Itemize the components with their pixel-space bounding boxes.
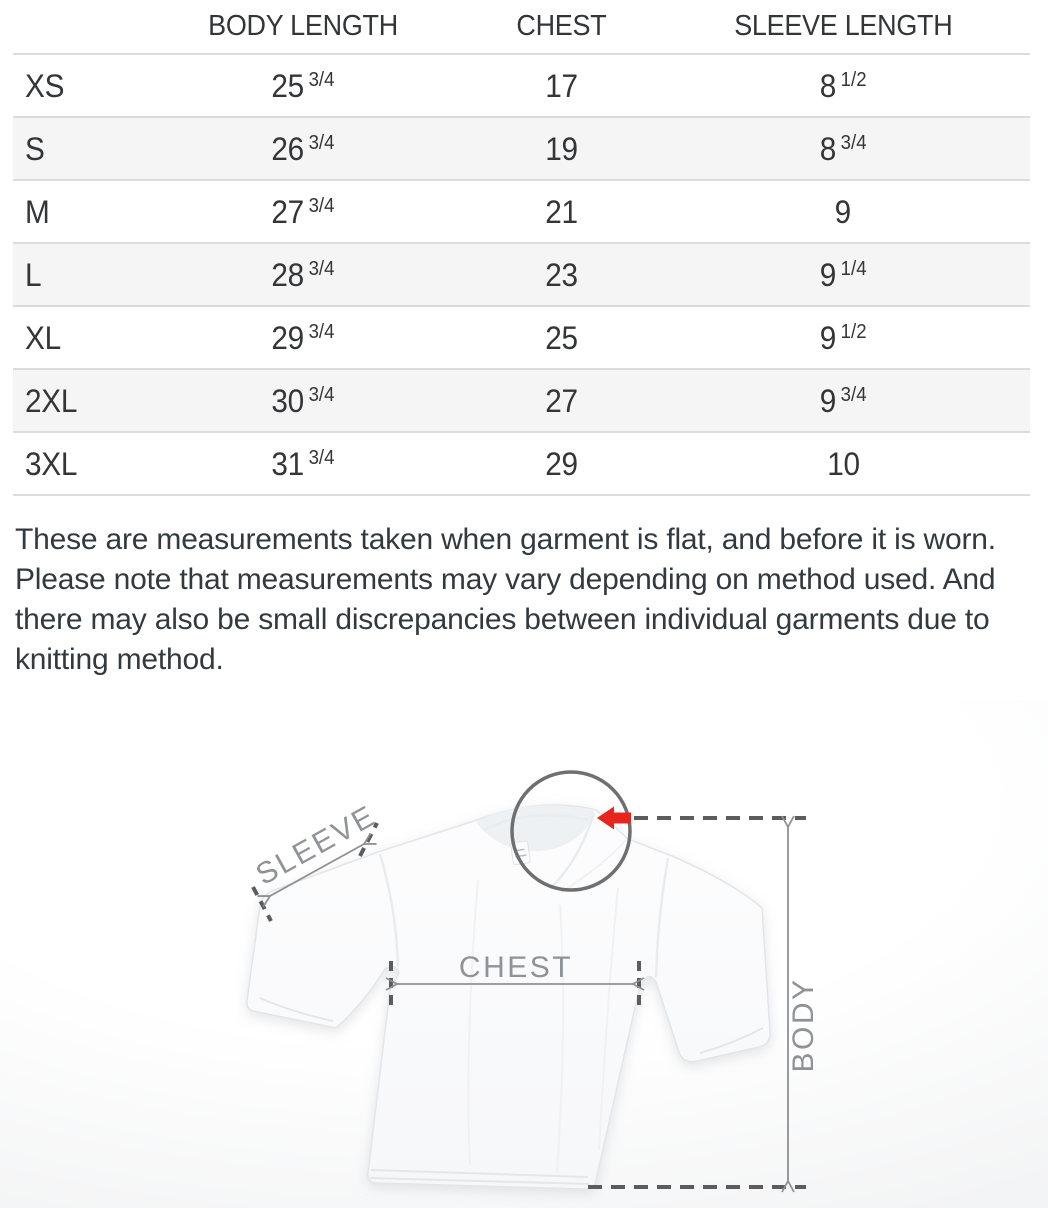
header-body-length: BODY LENGTH: [208, 10, 398, 42]
size-row-xl: [13, 305, 1030, 368]
size-row-s: [13, 116, 1030, 179]
sleeve-length-value: 10: [826, 445, 860, 482]
size-row-l: [13, 242, 1030, 305]
body-length-value: 31 $^{3/4}$: [271, 445, 335, 482]
body-label: BODY: [787, 977, 820, 1073]
body-length-value: 30 $^{3/4}$: [271, 382, 335, 419]
size-label: M: [25, 193, 50, 230]
sleeve-length-value: 9: [834, 193, 852, 230]
sleeve-length-value: 9 $^{1/2}$: [819, 319, 867, 356]
size-label: S: [25, 130, 45, 167]
size-chart-table: [13, 0, 1030, 496]
sleeve-label: SLEEVE: [250, 799, 382, 892]
size-row-2xl: [13, 368, 1030, 431]
chest-label: CHEST: [458, 951, 574, 984]
measurement-note: These are measurements taken when garment is flat, and before it is worn. Please note that measurements may vary depending on method used. And there may also be small discrepancies between individual garments due to knitting method.: [15, 523, 996, 676]
sleeve-length-value: 9 $^{1/4}$: [819, 256, 867, 293]
chest-value: 17: [544, 67, 578, 104]
sleeve-length-value: 8 $^{1/2}$: [819, 67, 867, 104]
chest-value: 21: [544, 193, 578, 230]
size-row-3xl: [13, 431, 1030, 496]
chest-value: 19: [544, 130, 578, 167]
body-length-value: 28 $^{3/4}$: [271, 256, 335, 293]
size-label: L: [25, 256, 42, 293]
body-length-value: 27 $^{3/4}$: [271, 193, 335, 230]
chest-value: 23: [544, 256, 578, 293]
size-label: 2XL: [25, 382, 78, 419]
sleeve-length-value: 9 $^{3/4}$: [819, 382, 867, 419]
header-chest: CHEST: [515, 10, 607, 42]
tshirt-illustration: [247, 805, 770, 1189]
size-chart-header-row: [13, 0, 1030, 53]
chest-value: 29: [544, 445, 578, 482]
size-label: 3XL: [25, 445, 78, 482]
size-label: XL: [25, 319, 61, 356]
size-row-m: [13, 179, 1030, 242]
chest-value: 27: [544, 382, 578, 419]
header-sleeve-length: SLEEVE LENGTH: [733, 10, 953, 42]
body-length-value: 25 $^{3/4}$: [271, 67, 335, 104]
sleeve-length-value: 8 $^{3/4}$: [819, 130, 867, 167]
size-label: XS: [25, 67, 65, 104]
chest-value: 25: [544, 319, 578, 356]
tshirt-measurement-diagram: [0, 700, 1048, 1208]
size-row-xs: [13, 53, 1030, 116]
body-length-value: 26 $^{3/4}$: [271, 130, 335, 167]
body-length-value: 29 $^{3/4}$: [271, 319, 335, 356]
